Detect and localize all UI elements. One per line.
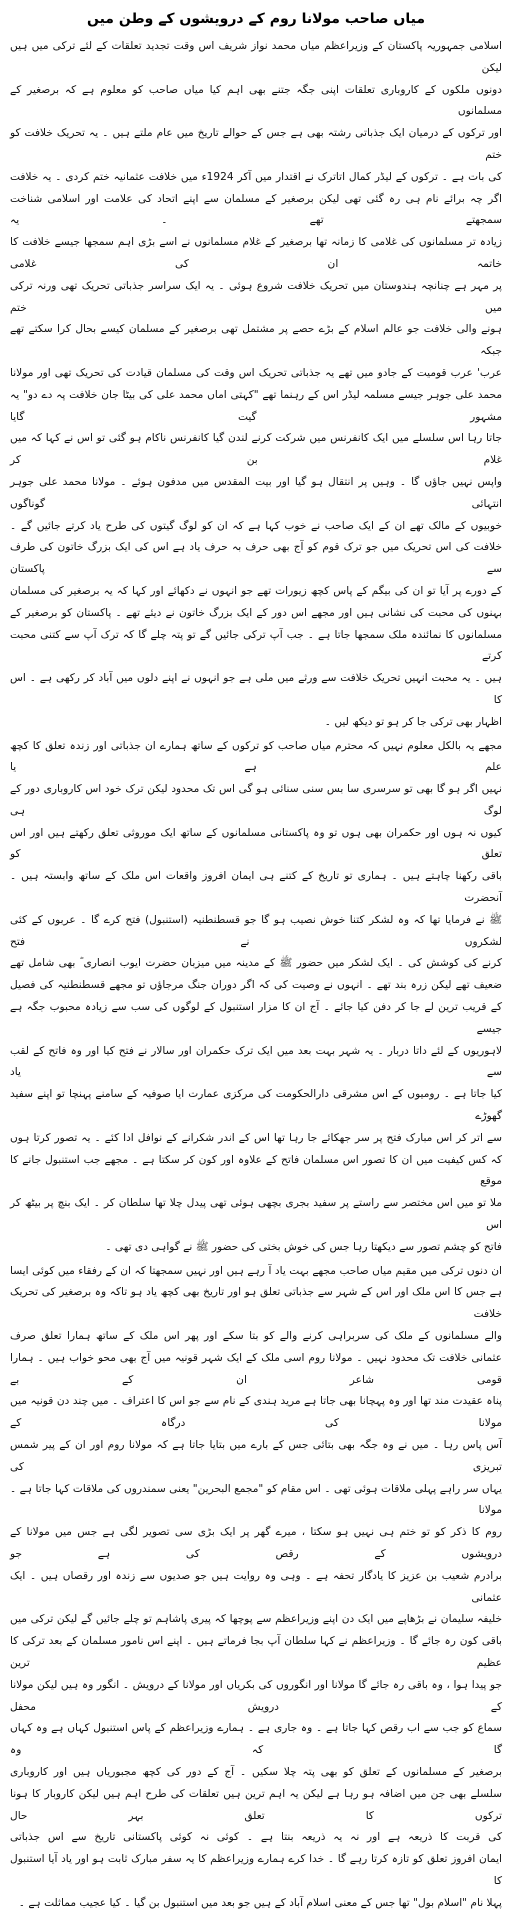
article-line: سے اتر کر اس مبارک فتح پر سر جھکائے جا رہا تھا اس کے اندر شکرانے کے نوافل ادا کئے ۔ یہ تصور کرتا ہوں [10, 1131, 502, 1144]
article-line: ہیں ۔ یہ محبت انہیں تحریک خلافت سے ورثے میں ملی ہے جو انہوں نے اپنے دلوں میں آباد کر رکھی ہے ۔ اس کا [10, 672, 502, 706]
article-line: کے دورے پر آیا تو ان کی بیگم کے پاس کچھ زیورات تھے جو انہوں نے دکھائے اور کہا کہ یہ برصغیر کی مسلمان [10, 584, 502, 597]
article-line: عرب' عرب قومیت کے جادو میں تھے یہ جذباتی تحریک اس وقت کی مسلمان قیادت کی تحریک تھی اور مولانا [10, 366, 502, 379]
article-line: محمد علی جوہر جیسے مسلمہ لیڈر اس کے رہنما تھے "کہتی اماں محمد علی کی بیٹا جان خلافت پہ دے دو" یہ مشہور گیت گایا [10, 388, 502, 423]
article-line: ﷺ نے فرمایا تھا کہ وہ لشکر کتنا خوش نصیب ہو گا جو قسطنطنیہ (استنبول) فتح کرے گا ۔ عربوں کے کئی لشکروں نے فتح [10, 913, 502, 948]
article-line: ان دنوں ترکی میں مقیم میاں صاحب مجھے بہت یاد آ رہے ہیں اور نہیں سمجھتا کہ ان کے رفقاء میں کوئی ایسا [10, 1264, 502, 1277]
column-headline: میاں صاحب مولانا روم کے درویشوں کے وطن میں [86, 11, 426, 27]
article-line: عثمانی خلافت تک محدود نہیں ۔ مولانا روم اسی ملک کے ایک شہر قونیہ میں آج بھی محو خواب ہیں ۔ ہمارا قومی شاعر ان کے بے [10, 1351, 502, 1386]
article-line: ہے جس کا اس ملک اور اس کے شہر سے جذباتی تعلق ہو اور تاریخ بھی کچھ یاد ہو تاکہ وہ برصغیر کی تحریک خلافت [10, 1286, 502, 1321]
article-line: زیادہ تر مسلمانوں کی غلامی کا زمانہ تھا برصغیر کے غلام مسلمانوں نے اسے بڑی اہم سمجھا جیسے خلافت کا خاتمہ ان کی غلامی [10, 236, 502, 270]
article-paragraph [10, 736, 502, 1259]
article-line: ایمان افروز تعلق کو تازہ کرتا رہے گا ۔ خدا کرے ہمارے وزیراعظم کا یہ سفر مبارک ثابت ہو اور یاد آیا استنبول کا [10, 1853, 502, 1887]
article-line: یہاں سر راہے پہلی ملاقات ہوئی تھی ۔ اس مقام کو "مجمع البحرین" یعنی سمندروں کی ملاقات کہا جاتا ہے ۔ مولانا [10, 1482, 502, 1517]
article-paragraph [10, 1261, 502, 1915]
article-line: ضعیف تھے لیکن زرہ بند تھے ۔ انہوں نے وصیت کی کہ اگر دوران جنگ مرجاؤں تو مجھے قسطنطنیہ کی فصیل [10, 979, 502, 992]
article-line: دونوں ملکوں کے کاروباری تعلقات اپنی جگہ جتنے بھی اہم کیا میاں صاحب کو معلوم ہے کہ برصغیر کے مسلمانوں [10, 83, 502, 118]
article-line: والے مسلمانوں کے ملک کی سربراہی کرنے والے کو بتا سکے اور پھر اس ملک کے ساتھ ہمارا تعلق صرف [10, 1330, 502, 1343]
article-line: پہلا نام "اسلام بول" تھا جس کے معنی اسلام آباد کے ہیں جو بعد میں استنبول بن گیا ۔ کیا عجیب مماثلت ہے ۔ [18, 1896, 502, 1909]
article-line: فاتح کو چشم تصور سے دیکھتا رہا جس کی خوش بختی کی حضور ﷺ نے گواہی دی تھی ۔ [105, 1240, 502, 1253]
article-line: کی بات ہے ۔ ترکوں کے لیڈر کمال اتاترک نے اقتدار میں آکر 1924ء میں خلافت عثمانیہ ختم کردی ۔ یہ خلافت [10, 170, 502, 183]
article-line: کرنے کی کوشش کی ۔ ایک لشکر میں حضور ﷺ کے مدینہ میں میزبان حضرت ایوب انصاری ؓ بھی شامل تھے [10, 957, 502, 970]
article-line: اظہار بھی ترکی جا کر ہو تو دیکھ لیں ۔ [324, 715, 502, 728]
article-line: سماع کو جب سے اب رقص کہا جاتا ہے ۔ وہ جاری ہے ۔ ہمارے وزیراعظم کے پاس استنبول کہاں ہے وہ کہاں گا کہ وہ [10, 1722, 502, 1757]
article-line: مسلمانوں کا نمائندہ ملک سمجھا جاتا ہے ۔ جب آپ ترکی جائیں گے تو پتہ چلے گا کہ ترک آپ سے کتنی محبت کرتے [10, 628, 502, 663]
article-line: کیوں نہ ہوں اور حکمران بھی ہوں تو وہ پاکستانی مسلمانوں کے ساتھ ایک موروثی تعلق رکھتے ہیں اور اس تعلق کو [10, 826, 502, 861]
article-line: روم کا ذکر کو تو ختم ہی نہیں ہو سکتا ، میرے گھر پر ایک بڑی سی تصویر لگی ہے جس میں مولانا کے درویشوں کے رقص کی ہے جو [10, 1526, 502, 1560]
article-line: کے قریب ترین لے جا کر دفن کیا جائے ۔ آج ان کا مزار استنبول کے لوگوں کی سب سے زیادہ محبوب جگہ ہے جیسے [10, 1001, 502, 1035]
article-line: مجھے یہ بالکل معلوم نہیں کہ محترم میاں صاحب کو ترکوں کے ساتھ ہمارے ان جذباتی اور زندہ تعلق کا کچھ علم ہے یا [10, 739, 502, 774]
article-line: خلافت کی اس تحریک میں جو ترک قوم کو آج بھی حرف بہ حرف یاد ہے اس کی ایک بزرگ خاتون کی طرف سے پاکستان [10, 541, 502, 576]
article-line: باقی رکھنا چاہتے ہیں ۔ ہماری تو تاریخ کے کتنے ہی ایمان افروز واقعات اس ملک کے ساتھ وابستہ ہیں ۔ آنحضرت [10, 870, 502, 905]
article-line: آس پاس رہا ۔ میں نے وہ جگہ بھی بتائی جس کے بارے میں بتایا جاتا ہے کہ مولانا روم اور ان کے پیر شمس تبریزی کی [10, 1439, 502, 1473]
article-line: خوبیوں کے مالک تھے ان کے ایک صاحب نے خوب کہا ہے کہ ان کو لوگ گیتوں کی طرح یاد کرتے جائیں گے ۔ [10, 519, 502, 532]
article-line: پناہ عقیدت مند تھا اور وہ پہچانا بھی جاتا ہے مرید ہندی کے نام سے جو اس کا اعتراف ۔ میں چند دن قونیہ میں مولانا کی درگاہ کے [10, 1395, 502, 1430]
article-line: کہ کس کیفیت میں ان کا تصور اس مسلمان فاتح کے علاوہ اور کون کر سکتا ہے ۔ مجھے جب استنبول جانے کا موقع [10, 1153, 502, 1188]
article-line: نہیں اگر ہو گا بھی تو سرسری سا بس سنی سنائی ہو گی اس تک محدود لیکن ترک خود اس کاروباری دور کے لوگ ہی [10, 783, 502, 817]
article-line: واپس نہیں جاؤں گا ۔ وہیں پر انتقال ہو گیا اور بیت المقدس میں مدفون ہوئے ۔ مولانا محمد علی جوہر انتہائی گوناگوں [10, 475, 502, 510]
article-line: پر مہر ہے چنانچہ ہندوستان میں تحریک خلافت شروع ہوئی ۔ یہ ایک سراسر جذباتی تحریک تھی ورنہ ترکی میں ختم [10, 279, 502, 314]
article-paragraph [10, 36, 502, 734]
article-line: جو پیدا ہوا ، وہ باقی رہ جائے گا مولانا اور انگوروں کی بکریاں اور مولانا کے درویش ۔ انگور وہ ہیں لیکن مولانا کے درویش محفل [10, 1678, 502, 1713]
article-line: ملا تو میں اس مختصر سے راستے پر سفید بجری بچھی ہوئی تھی پیدل چلا تھا سلطان کر ۔ ایک بنچ پر بیٹھ کر اس [10, 1197, 502, 1232]
article-line: جاتا رہا اس سلسلے میں ایک کانفرنس میں شرکت کرنے لندن گیا کانفرنس ناکام ہو گئی تو اس نے کہا کہ میں غلام بن کر [10, 432, 502, 467]
article-line: خلیفہ سلیمان نے بڑھاپے میں ایک دن اپنے وزیراعظم سے پوچھا کہ پیری پاشاہم تو چلے جائیں گے لیکن ترکی میں [10, 1613, 502, 1626]
article-line: باقی کون رہ جائے گا ۔ وزیراعظم نے کہا سلطان آپ بجا فرماتے ہیں ۔ اپنے اس نامور مسلمان کے بعد ترکی کا عظیم ترین [10, 1635, 502, 1669]
article-line: کی قربت کا ذریعہ ہے اور نہ یہ ذریعہ بنتا ہے ۔ کوئی نہ کوئی پاکستانی تاریخ سے اس جذباتی [10, 1831, 502, 1844]
article-line: بہنوں کی محبت کی نشانی ہیں اور مجھے اس دور کے ایک بزرگ خاتون نے دیئے تھے ۔ پاکستان کو برصغیر کے [10, 606, 502, 619]
article-line: سلسلے بھی جن میں اضافہ ہو رہا ہے لیکن یہ اہم ترین ہیں تعلقات کی طرح اہم ہیں لیکن کاروبار کا ہونا ترکوں کا تعلق بہر حال [10, 1787, 502, 1822]
article-line: لاہوریوں کے لئے داتا دربار ۔ یہ شہر بہت بعد میں ایک ترک حکمران اور سالار نے فتح کیا اور وہ فاتح کے لقب سے یاد [10, 1044, 502, 1079]
article-line: ہونے والی خلافت جو عالم اسلام کے بڑے حصے پر مشتمل تھی برصغیر کے مسلمان کیسے بحال کرا سکتے تھے جبکہ [10, 323, 502, 358]
article-line: کیا جاتا ہے ۔ رومیوں کے اس مشرقی دارالحکومت کی مرکزی عمارت ایا صوفیہ کے سامنے پہنچا تو اپنے سفید گھوڑے [10, 1088, 502, 1123]
article-body [10, 36, 502, 1915]
article-line: اور ترکوں کے درمیان ایک جذباتی رشتہ بھی ہے جس کے حوالے تاریخ میں عام ملتے ہیں ۔ یہ تحریک خلافت کو ختم [10, 127, 502, 161]
article-line: برادرم شعیب بن عزیز کا یادگار تحفہ ہے ۔ وہی وہ روایت ہیں جو صدیوں سے زندہ اور رقصاں ہیں ۔ ایک عثمانی [10, 1569, 502, 1604]
article-line: اسلامی جمہوریہ پاکستان کے وزیراعظم میاں محمد نواز شریف اس وقت تجدید تعلقات کے لئے ترکی میں ہیں لیکن [10, 40, 502, 74]
article-line: اگر چہ برائے نام ہی رہ گئی تھی لیکن برصغیر کے مسلمان سے اپنے اتحاد کی علامت اور اسلامی شناخت سمجھتے تھے ۔ یہ [10, 192, 502, 227]
article-line: برصغیر کے مسلمانوں کے تعلق کو بھی پتہ چلا سکیں ۔ آج کے دور کی کچھ مجبوریاں ہیں اور کاروباری [10, 1765, 502, 1778]
